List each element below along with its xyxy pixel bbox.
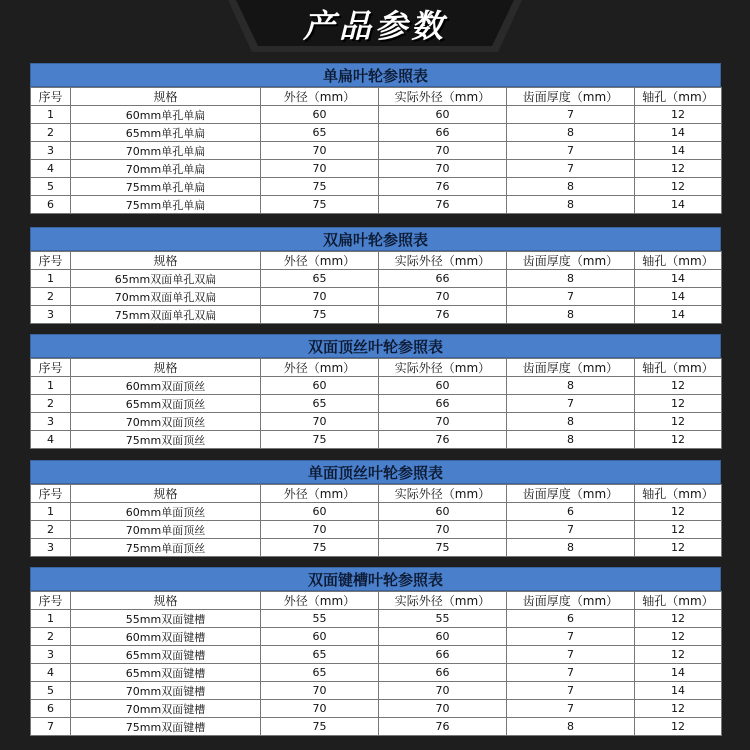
cell-outer-diameter: 65	[261, 395, 379, 413]
cell-actual-outer-diameter: 76	[379, 718, 507, 736]
cell-tooth-thickness: 8	[507, 270, 635, 288]
cell-index: 4	[31, 160, 71, 178]
cell-shaft-hole: 14	[635, 682, 722, 700]
cell-spec: 70mm单孔单扁	[71, 142, 261, 160]
column-header-shaft-hole: 轴孔（mm）	[635, 359, 722, 377]
cell-shaft-hole: 12	[635, 628, 722, 646]
cell-index: 6	[31, 196, 71, 214]
cell-outer-diameter: 75	[261, 539, 379, 557]
cell-outer-diameter: 70	[261, 413, 379, 431]
table-row	[31, 270, 722, 288]
cell-outer-diameter: 55	[261, 610, 379, 628]
spec-table	[30, 591, 722, 736]
column-header-tooth-thickness: 齿面厚度（mm）	[507, 359, 635, 377]
column-header-index: 序号	[31, 592, 71, 610]
column-header-spec: 规格	[71, 88, 261, 106]
table-row	[31, 395, 722, 413]
cell-tooth-thickness: 7	[507, 682, 635, 700]
cell-index: 3	[31, 646, 71, 664]
cell-shaft-hole: 12	[635, 106, 722, 124]
column-header-actual-outer-diameter: 实际外径（mm）	[379, 485, 507, 503]
table-header-row	[31, 485, 722, 503]
cell-actual-outer-diameter: 66	[379, 664, 507, 682]
cell-tooth-thickness: 7	[507, 646, 635, 664]
cell-outer-diameter: 65	[261, 646, 379, 664]
cell-index: 2	[31, 521, 71, 539]
section-title: 单扁叶轮参照表	[30, 63, 721, 87]
cell-tooth-thickness: 6	[507, 610, 635, 628]
cell-spec: 70mm双面键槽	[71, 700, 261, 718]
cell-outer-diameter: 60	[261, 106, 379, 124]
cell-tooth-thickness: 8	[507, 196, 635, 214]
cell-tooth-thickness: 7	[507, 142, 635, 160]
column-header-actual-outer-diameter: 实际外径（mm）	[379, 252, 507, 270]
table-row	[31, 160, 722, 178]
cell-spec: 70mm双面单孔双扁	[71, 288, 261, 306]
cell-outer-diameter: 70	[261, 682, 379, 700]
cell-spec: 55mm双面键槽	[71, 610, 261, 628]
cell-tooth-thickness: 8	[507, 539, 635, 557]
cell-actual-outer-diameter: 66	[379, 270, 507, 288]
cell-tooth-thickness: 8	[507, 377, 635, 395]
cell-actual-outer-diameter: 75	[379, 539, 507, 557]
section-title: 双扁叶轮参照表	[30, 227, 721, 251]
table-row	[31, 503, 722, 521]
cell-shaft-hole: 12	[635, 646, 722, 664]
cell-spec: 75mm单孔单扁	[71, 196, 261, 214]
column-header-shaft-hole: 轴孔（mm）	[635, 252, 722, 270]
table-row	[31, 178, 722, 196]
cell-actual-outer-diameter: 60	[379, 377, 507, 395]
cell-index: 5	[31, 178, 71, 196]
cell-shaft-hole: 14	[635, 196, 722, 214]
cell-spec: 60mm双面顶丝	[71, 377, 261, 395]
table-row	[31, 682, 722, 700]
cell-index: 2	[31, 628, 71, 646]
cell-spec: 75mm双面顶丝	[71, 431, 261, 449]
table-row	[31, 377, 722, 395]
column-header-spec: 规格	[71, 592, 261, 610]
cell-tooth-thickness: 8	[507, 431, 635, 449]
cell-shaft-hole: 14	[635, 306, 722, 324]
cell-outer-diameter: 70	[261, 142, 379, 160]
cell-outer-diameter: 70	[261, 700, 379, 718]
cell-outer-diameter: 75	[261, 306, 379, 324]
cell-tooth-thickness: 7	[507, 521, 635, 539]
cell-index: 2	[31, 124, 71, 142]
cell-index: 2	[31, 288, 71, 306]
cell-index: 2	[31, 395, 71, 413]
table-section-double-keyway	[30, 567, 721, 736]
cell-index: 1	[31, 270, 71, 288]
cell-spec: 75mm双面键槽	[71, 718, 261, 736]
cell-actual-outer-diameter: 70	[379, 521, 507, 539]
cell-index: 3	[31, 142, 71, 160]
cell-shaft-hole: 14	[635, 142, 722, 160]
cell-actual-outer-diameter: 66	[379, 124, 507, 142]
cell-tooth-thickness: 7	[507, 700, 635, 718]
cell-actual-outer-diameter: 55	[379, 610, 507, 628]
table-row	[31, 288, 722, 306]
table-section-double-flat	[30, 227, 721, 324]
cell-tooth-thickness: 7	[507, 160, 635, 178]
table-section-single-setscrew	[30, 460, 721, 557]
cell-shaft-hole: 12	[635, 521, 722, 539]
column-header-shaft-hole: 轴孔（mm）	[635, 485, 722, 503]
cell-index: 3	[31, 413, 71, 431]
table-header-row	[31, 592, 722, 610]
cell-index: 7	[31, 718, 71, 736]
cell-outer-diameter: 75	[261, 196, 379, 214]
cell-actual-outer-diameter: 70	[379, 682, 507, 700]
cell-outer-diameter: 60	[261, 628, 379, 646]
cell-index: 4	[31, 664, 71, 682]
cell-tooth-thickness: 8	[507, 178, 635, 196]
table-row	[31, 521, 722, 539]
cell-outer-diameter: 60	[261, 377, 379, 395]
cell-shaft-hole: 14	[635, 664, 722, 682]
column-header-index: 序号	[31, 88, 71, 106]
cell-tooth-thickness: 7	[507, 288, 635, 306]
cell-tooth-thickness: 8	[507, 306, 635, 324]
cell-shaft-hole: 12	[635, 395, 722, 413]
cell-spec: 65mm单孔单扁	[71, 124, 261, 142]
cell-shaft-hole: 14	[635, 124, 722, 142]
table-header-row	[31, 359, 722, 377]
cell-actual-outer-diameter: 70	[379, 160, 507, 178]
cell-tooth-thickness: 8	[507, 124, 635, 142]
cell-actual-outer-diameter: 70	[379, 288, 507, 306]
banner-title: 产品参数	[302, 7, 447, 45]
cell-outer-diameter: 75	[261, 718, 379, 736]
cell-outer-diameter: 65	[261, 664, 379, 682]
column-header-tooth-thickness: 齿面厚度（mm）	[507, 88, 635, 106]
cell-spec: 75mm单面顶丝	[71, 539, 261, 557]
cell-shaft-hole: 14	[635, 288, 722, 306]
cell-tooth-thickness: 7	[507, 628, 635, 646]
cell-shaft-hole: 12	[635, 718, 722, 736]
cell-shaft-hole: 14	[635, 270, 722, 288]
cell-actual-outer-diameter: 60	[379, 628, 507, 646]
cell-shaft-hole: 12	[635, 610, 722, 628]
cell-shaft-hole: 12	[635, 178, 722, 196]
cell-spec: 70mm双面键槽	[71, 682, 261, 700]
column-header-actual-outer-diameter: 实际外径（mm）	[379, 592, 507, 610]
cell-spec: 65mm双面顶丝	[71, 395, 261, 413]
cell-tooth-thickness: 7	[507, 106, 635, 124]
cell-actual-outer-diameter: 60	[379, 503, 507, 521]
cell-spec: 70mm单面顶丝	[71, 521, 261, 539]
cell-actual-outer-diameter: 70	[379, 142, 507, 160]
column-header-index: 序号	[31, 359, 71, 377]
cell-index: 4	[31, 431, 71, 449]
cell-spec: 65mm双面键槽	[71, 646, 261, 664]
cell-actual-outer-diameter: 70	[379, 700, 507, 718]
cell-actual-outer-diameter: 76	[379, 306, 507, 324]
cell-index: 1	[31, 377, 71, 395]
cell-spec: 65mm双面单孔双扁	[71, 270, 261, 288]
cell-actual-outer-diameter: 76	[379, 178, 507, 196]
cell-tooth-thickness: 7	[507, 664, 635, 682]
cell-actual-outer-diameter: 66	[379, 646, 507, 664]
column-header-spec: 规格	[71, 359, 261, 377]
table-row	[31, 431, 722, 449]
cell-outer-diameter: 65	[261, 270, 379, 288]
cell-spec: 60mm单面顶丝	[71, 503, 261, 521]
cell-index: 5	[31, 682, 71, 700]
table-header-row	[31, 88, 722, 106]
cell-spec: 70mm双面顶丝	[71, 413, 261, 431]
table-row	[31, 124, 722, 142]
cell-index: 6	[31, 700, 71, 718]
cell-outer-diameter: 60	[261, 503, 379, 521]
section-title: 双面键槽叶轮参照表	[30, 567, 721, 591]
spec-table	[30, 251, 722, 324]
cell-index: 1	[31, 610, 71, 628]
section-title: 单面顶丝叶轮参照表	[30, 460, 721, 484]
cell-spec: 75mm双面单孔双扁	[71, 306, 261, 324]
table-row	[31, 196, 722, 214]
column-header-index: 序号	[31, 252, 71, 270]
column-header-actual-outer-diameter: 实际外径（mm）	[379, 88, 507, 106]
cell-tooth-thickness: 8	[507, 718, 635, 736]
cell-actual-outer-diameter: 70	[379, 413, 507, 431]
cell-outer-diameter: 70	[261, 521, 379, 539]
cell-spec: 60mm双面键槽	[71, 628, 261, 646]
cell-spec: 75mm单孔单扁	[71, 178, 261, 196]
column-header-tooth-thickness: 齿面厚度（mm）	[507, 485, 635, 503]
cell-outer-diameter: 70	[261, 160, 379, 178]
table-row	[31, 646, 722, 664]
column-header-actual-outer-diameter: 实际外径（mm）	[379, 359, 507, 377]
column-header-tooth-thickness: 齿面厚度（mm）	[507, 592, 635, 610]
cell-actual-outer-diameter: 60	[379, 106, 507, 124]
column-header-outer-diameter: 外径（mm）	[261, 252, 379, 270]
section-title: 双面顶丝叶轮参照表	[30, 334, 721, 358]
banner	[0, 0, 750, 56]
table-row	[31, 306, 722, 324]
table-row	[31, 142, 722, 160]
cell-shaft-hole: 12	[635, 539, 722, 557]
table-row	[31, 628, 722, 646]
cell-shaft-hole: 12	[635, 413, 722, 431]
column-header-index: 序号	[31, 485, 71, 503]
spec-table	[30, 484, 722, 557]
column-header-shaft-hole: 轴孔（mm）	[635, 88, 722, 106]
cell-index: 1	[31, 106, 71, 124]
cell-index: 1	[31, 503, 71, 521]
cell-shaft-hole: 12	[635, 431, 722, 449]
cell-shaft-hole: 12	[635, 700, 722, 718]
table-section-double-setscrew	[30, 334, 721, 449]
table-row	[31, 664, 722, 682]
column-header-spec: 规格	[71, 252, 261, 270]
cell-actual-outer-diameter: 66	[379, 395, 507, 413]
table-row	[31, 413, 722, 431]
cell-tooth-thickness: 8	[507, 413, 635, 431]
cell-index: 3	[31, 306, 71, 324]
cell-tooth-thickness: 6	[507, 503, 635, 521]
column-header-tooth-thickness: 齿面厚度（mm）	[507, 252, 635, 270]
column-header-outer-diameter: 外径（mm）	[261, 485, 379, 503]
table-row	[31, 106, 722, 124]
cell-spec: 60mm单孔单扁	[71, 106, 261, 124]
table-header-row	[31, 252, 722, 270]
cell-tooth-thickness: 7	[507, 395, 635, 413]
column-header-spec: 规格	[71, 485, 261, 503]
cell-spec: 70mm单孔单扁	[71, 160, 261, 178]
cell-actual-outer-diameter: 76	[379, 431, 507, 449]
table-section-single-flat	[30, 63, 721, 214]
column-header-outer-diameter: 外径（mm）	[261, 88, 379, 106]
cell-index: 3	[31, 539, 71, 557]
spec-table	[30, 358, 722, 449]
table-row	[31, 539, 722, 557]
spec-table	[30, 87, 722, 214]
cell-outer-diameter: 70	[261, 288, 379, 306]
column-header-outer-diameter: 外径（mm）	[261, 592, 379, 610]
cell-spec: 65mm双面键槽	[71, 664, 261, 682]
column-header-shaft-hole: 轴孔（mm）	[635, 592, 722, 610]
cell-shaft-hole: 12	[635, 160, 722, 178]
cell-shaft-hole: 12	[635, 503, 722, 521]
table-row	[31, 718, 722, 736]
table-row	[31, 610, 722, 628]
cell-actual-outer-diameter: 76	[379, 196, 507, 214]
cell-outer-diameter: 75	[261, 178, 379, 196]
table-row	[31, 700, 722, 718]
column-header-outer-diameter: 外径（mm）	[261, 359, 379, 377]
cell-shaft-hole: 12	[635, 377, 722, 395]
cell-outer-diameter: 65	[261, 124, 379, 142]
cell-outer-diameter: 75	[261, 431, 379, 449]
